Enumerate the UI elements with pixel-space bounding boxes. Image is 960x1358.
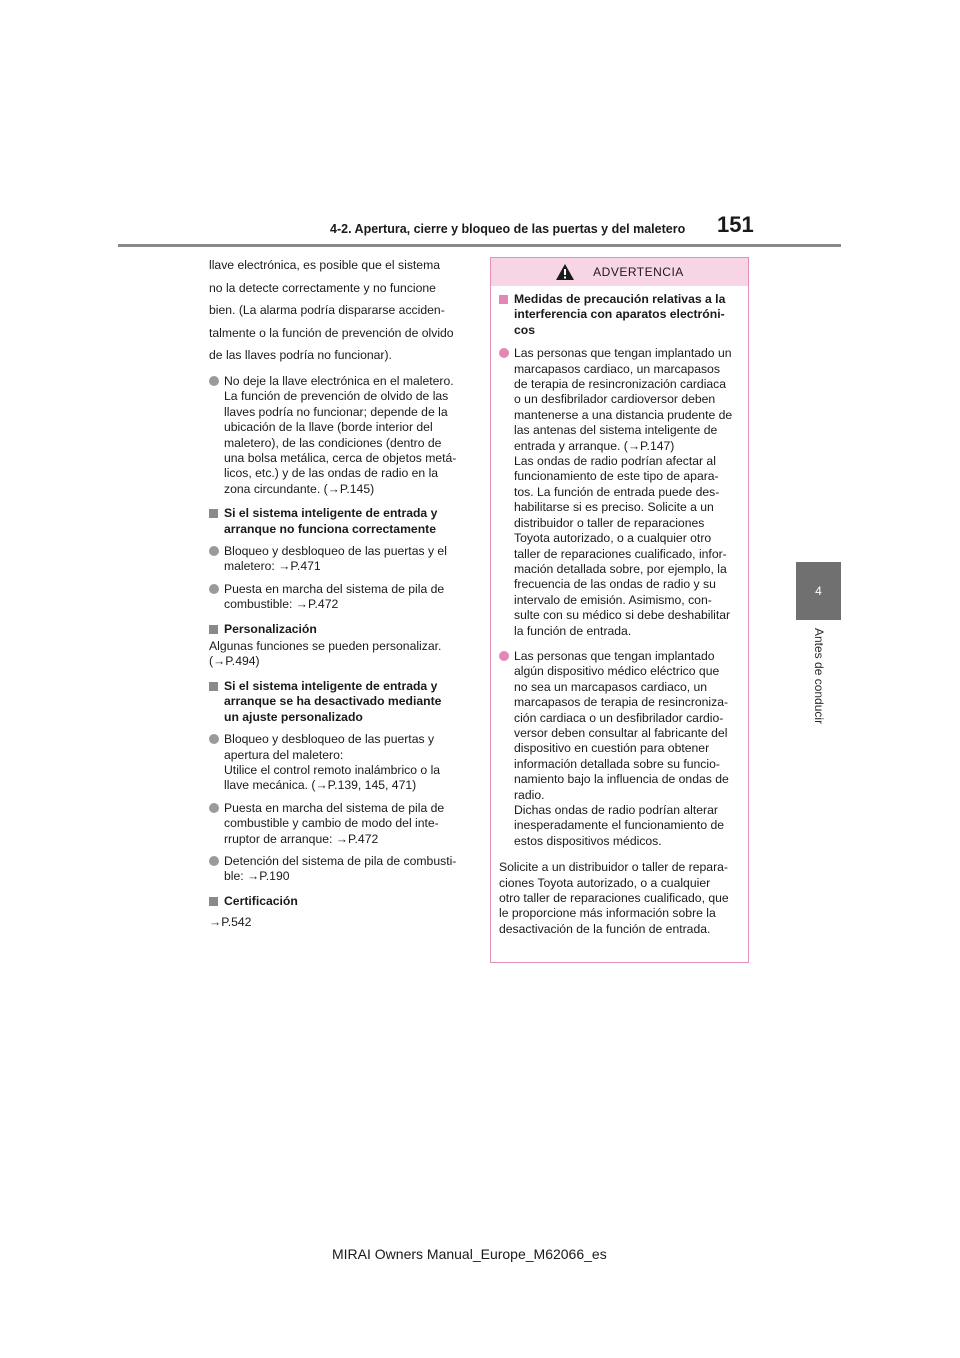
text-line: funcionamiento de este tipo de apara-: [514, 469, 719, 484]
text-line: Medidas de precaución relativas a la: [514, 292, 726, 306]
bullet-item: [209, 854, 471, 885]
text-line: las antenas del sistema inteligente de: [514, 423, 718, 438]
text-line: marcapasos de terapia de resincroniza-: [514, 695, 729, 710]
text-line: Puesta en marcha del sistema de pila de: [224, 581, 445, 596]
chapter-label: Antes de conducir: [812, 628, 826, 725]
page-reference[interactable]: →P.542: [209, 915, 252, 930]
bullet-item: [209, 801, 471, 847]
text-line: le proporcione más información sobre la: [499, 906, 716, 921]
text-line: versor deben consultar al fabricante del: [514, 725, 728, 740]
section-square-icon: [209, 625, 218, 634]
chapter-number: 4: [815, 584, 822, 598]
header-divider: [118, 244, 841, 247]
warning-body: [491, 286, 748, 937]
text-line: de terapia de resincronización cardiaca: [514, 377, 727, 392]
text-line: La función de prevención de olvido de las: [224, 389, 449, 404]
text-line: Detención del sistema de pila de combusti-: [224, 853, 457, 868]
text-line: arranque se ha desactivado mediante: [224, 694, 442, 709]
bullet-item: [209, 374, 471, 497]
text-line: licos, etc.) y de las ondas de radio en la: [224, 466, 439, 481]
page-reference[interactable]: (→P.494): [209, 654, 260, 669]
text-line: dispositivo en cuestión para obtener: [514, 741, 710, 756]
text-line: habilitarse si es preciso. Solicite a un: [514, 500, 714, 515]
section-heading: [209, 679, 471, 725]
bullet-dot-icon: [499, 651, 509, 661]
text-line: una bolsa metálica, cerca de objetos metá-: [224, 451, 457, 465]
chapter-tab[interactable]: [796, 562, 841, 620]
text-line: Bloqueo y desbloqueo de las puertas y el: [224, 544, 447, 559]
warning-triangle-icon: [555, 263, 575, 281]
text-line: otro taller de reparaciones cualificado, que: [499, 891, 729, 906]
text-line: Solicite a un distribuidor o taller de repara-: [499, 860, 728, 875]
text-line: Personalización: [224, 621, 317, 636]
text-line: o un desfibrilador cardioversor deben: [514, 392, 716, 407]
text-line: Toyota autorizado, o a cualquier otro: [514, 531, 712, 546]
bullet-dot-icon: [209, 376, 219, 386]
text-line: intervalo de emisión. Asimismo, con-: [514, 592, 712, 607]
text-line: Si el sistema inteligente de entrada y: [224, 678, 438, 693]
text-line: no la detecte correctamente y no funcione: [209, 280, 436, 295]
left-column: [209, 254, 471, 931]
bullet-item: [209, 544, 471, 575]
text-line: Certificación: [224, 893, 298, 908]
text-line: algún dispositivo médico eléctrico que: [514, 664, 720, 679]
page-reference[interactable]: llave mecánica. (→P.139, 145, 471): [224, 778, 417, 793]
text-line: namiento bajo la influencia de ondas de: [514, 772, 729, 787]
page-number: 151: [717, 212, 754, 237]
text-line: sulte con su médico si debe deshabilitar: [514, 608, 731, 623]
bullet-dot-icon: [209, 856, 219, 866]
bullet-item: [209, 582, 471, 613]
page-reference[interactable]: combustible: →P.472: [224, 597, 339, 612]
bullet-dot-icon: [209, 584, 219, 594]
bullet-item: [499, 649, 740, 849]
text-line: cos: [514, 322, 536, 337]
text-line: ciones Toyota autorizado, o a cualquier: [499, 875, 711, 890]
page-reference[interactable]: ble: →P.190: [224, 869, 290, 884]
text-line: información detallada sobre su funcio-: [514, 756, 720, 771]
section-square-icon: [209, 682, 218, 691]
section-heading: [209, 894, 471, 909]
text-line: distribuidor o taller de reparaciones: [514, 515, 705, 530]
text-line: mación detallada sobre, por ejemplo, la: [514, 561, 727, 576]
text-line: mantenerse a una distancia prudente de: [514, 407, 733, 422]
bullet-dot-icon: [209, 734, 219, 744]
text-line: Las ondas de radio podrían afectar al: [514, 454, 716, 469]
text-line: un ajuste personalizado: [224, 709, 363, 724]
section-heading: [499, 292, 740, 338]
text-line: ción cardiaca o un desfibrilador cardio-: [514, 710, 724, 725]
text-line: Las personas que tengan implantado: [514, 648, 715, 663]
intro-paragraph: [209, 254, 471, 367]
section-heading: [209, 506, 471, 537]
warning-title: ADVERTENCIA: [593, 265, 684, 279]
text-line: llave electrónica, es posible que el sistema: [209, 258, 441, 272]
text-line: ubicación de la llave (borde interior del: [224, 420, 433, 435]
text-line: marcapasos cardiaco, un marcapasos: [514, 361, 720, 376]
bullet-dot-icon: [209, 546, 219, 556]
text-line: Algunas funciones se pueden personalizar.: [209, 639, 442, 654]
text-line: no sea un marcapasos cardiaco, un: [514, 679, 708, 694]
text-line: inesperadamente el funcionamiento de: [514, 818, 725, 833]
text-line: taller de reparaciones cualificado, infor-: [514, 546, 727, 561]
text-line: combustible y cambio de modo del inte-: [224, 816, 439, 831]
footer-manual-id: MIRAI Owners Manual_Europe_M62066_es: [332, 1246, 607, 1262]
text-line: desactivación de la función de entrada.: [499, 921, 711, 936]
paragraph: [209, 639, 471, 670]
page-reference[interactable]: rruptor de arranque: →P.472: [224, 831, 379, 846]
page-reference[interactable]: maletero: →P.471: [224, 559, 321, 574]
text-line: llaves podría no funcionar; depende de la: [224, 404, 448, 419]
bullet-item: [209, 732, 471, 794]
text-line: Bloqueo y desbloqueo de las puertas y: [224, 732, 435, 747]
text-line: frecuencia de las ondas de radio y su: [514, 577, 716, 592]
closing-paragraph: [499, 860, 740, 937]
text-line: Las personas que tengan implantado un: [514, 346, 732, 361]
section-square-icon: [209, 897, 218, 906]
section-square-icon: [499, 295, 508, 304]
page-reference[interactable]: entrada y arranque. (→P.147): [514, 438, 675, 453]
text-line: Dichas ondas de radio podrían alterar: [514, 803, 718, 817]
text-line: apertura del maletero:: [224, 747, 344, 762]
text-line: interferencia con aparatos electróni-: [514, 307, 725, 322]
warning-header: [491, 258, 748, 286]
text-line: Utilice el control remoto inalámbrico o la: [224, 762, 441, 777]
page-reference[interactable]: zona circundante. (→P.145): [224, 481, 375, 496]
text-line: talmente o la función de prevención de olvido: [209, 325, 454, 340]
section-square-icon: [209, 509, 218, 518]
text-line: tos. La función de entrada puede des-: [514, 484, 720, 499]
text-line: arranque no funciona correctamente: [224, 521, 436, 536]
warning-box: [490, 257, 749, 963]
text-line: No deje la llave electrónica en el maletero.: [224, 373, 454, 388]
text-line: la función de entrada.: [514, 623, 632, 638]
text-line: bien. (La alarma podría dispararse acciden-: [209, 303, 445, 318]
text-line: Puesta en marcha del sistema de pila de: [224, 800, 445, 815]
bullet-dot-icon: [499, 348, 509, 358]
text-line: radio.: [514, 787, 545, 802]
text-line: Si el sistema inteligente de entrada y: [224, 506, 438, 521]
text-line: maletero), de las condiciones (dentro de: [224, 435, 442, 450]
text-line: estos dispositivos médicos.: [514, 833, 662, 848]
section-header-title: 4-2. Apertura, cierre y bloqueo de las puertas y del maletero: [330, 222, 686, 236]
bullet-item: [499, 346, 740, 639]
paragraph: [209, 915, 471, 930]
text-line: de las llaves podría no funcionar).: [209, 348, 392, 363]
section-heading: [209, 622, 471, 637]
bullet-dot-icon: [209, 803, 219, 813]
